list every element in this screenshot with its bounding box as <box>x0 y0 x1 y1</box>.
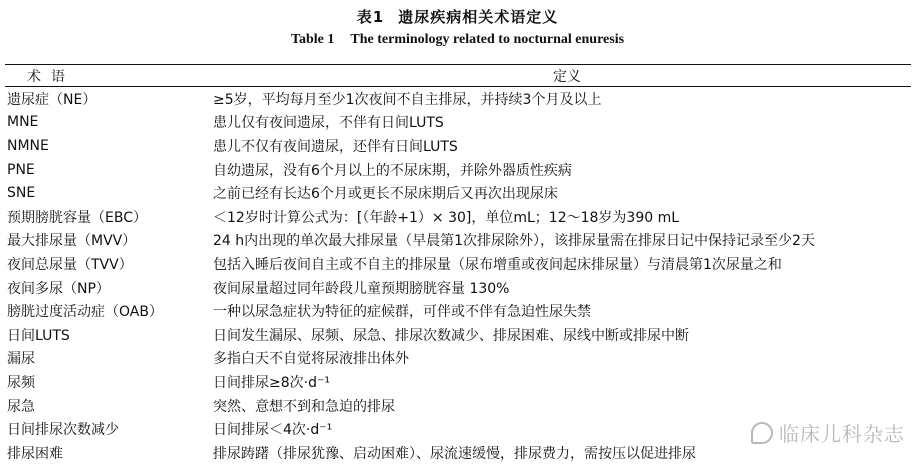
caption-english <box>0 32 915 48</box>
table-row <box>5 205 911 229</box>
definition-cell: 日间排尿≥8次·d⁻¹ <box>213 374 330 391</box>
definition-cell: 日间排尿＜4次·d⁻¹ <box>213 422 333 439</box>
table-row <box>5 370 911 394</box>
table-header-row <box>5 65 911 87</box>
caption-en-title: The terminology related to nocturnal enuresis <box>350 32 625 47</box>
table-row <box>5 276 911 300</box>
weibo-icon <box>751 422 773 444</box>
watermark-text: 临床儿科杂志 <box>779 422 905 446</box>
table-row <box>5 252 911 276</box>
definition-cell: ＜12岁时计算公式为：[（年龄+1）× 30]，单位mL；12～18岁为390 mL <box>213 209 680 226</box>
caption-cn-title: 遗尿疾病相关术语定义 <box>398 8 559 26</box>
table-row <box>5 158 911 182</box>
term-cell: 排尿困难 <box>7 445 63 462</box>
definition-cell: 自幼遗尿，没有6个月以上的不尿床期，并除外器质性疾病 <box>213 162 572 179</box>
definition-cell: 多指白天不自觉将尿液排出体外 <box>213 351 409 368</box>
table-row <box>5 323 911 347</box>
table-row <box>5 134 911 158</box>
term-cell: 膀胱过度活动症（OAB） <box>7 304 163 321</box>
definition-cell: 夜间尿量超过同年龄段儿童预期膀胱容量 130% <box>213 280 510 297</box>
definition-cell: 日间发生漏尿、尿频、尿急、排尿次数减少、排尿困难、尿线中断或排尿中断 <box>213 327 689 344</box>
watermark <box>751 418 905 447</box>
definition-cell: 24 h内出现的单次最大排尿量（早晨第1次排尿除外），该排尿量需在排尿日记中保持记录至少2天 <box>213 233 815 250</box>
term-cell: 尿频 <box>7 374 35 391</box>
definition-cell: ≥5岁，平均每月至少1次夜间不自主排尿，并持续3个月及以上 <box>213 91 602 108</box>
term-cell: NMNE <box>7 137 49 154</box>
term-cell: SNE <box>7 185 36 202</box>
table-row <box>5 394 911 418</box>
term-cell: 夜间多尿（NP） <box>7 280 110 297</box>
term-cell: 漏尿 <box>7 351 35 368</box>
table-row <box>5 299 911 323</box>
definition-cell: 突然、意想不到和急迫的排尿 <box>213 398 395 415</box>
table-row <box>5 181 911 205</box>
term-cell: MNE <box>7 114 39 131</box>
term-cell: 日间LUTS <box>7 327 70 344</box>
header-definition: 定义 <box>213 65 911 87</box>
definition-cell: 之前已经有长达6个月或更长不尿床期后又再次出现尿床 <box>213 186 558 203</box>
table-row <box>5 347 911 371</box>
definition-cell: 包括入睡后夜间自主或不自主的排尿量（尿布增重或夜间起床排尿量）与清晨第1次尿量之和 <box>213 256 782 273</box>
header-term: 术语 <box>5 65 213 87</box>
caption-en-number: Table 1 <box>290 32 335 47</box>
term-cell: 尿急 <box>7 398 35 415</box>
table-row <box>5 229 911 253</box>
term-cell: 预期膀胱容量（EBC） <box>7 209 147 226</box>
table-caption <box>0 6 915 48</box>
term-cell: 日间排尿次数减少 <box>7 422 119 439</box>
definition-cell: 患儿不仅有夜间遗尿，还伴有日间LUTS <box>213 138 458 155</box>
term-cell: PNE <box>7 161 35 178</box>
definition-cell: 一种以尿急症状为特征的症候群，可伴或不伴有急迫性尿失禁 <box>213 304 591 321</box>
caption-cn-number: 表1 <box>356 8 385 26</box>
term-cell: 遗尿症（NE） <box>7 91 97 108</box>
terminology-table <box>5 64 911 465</box>
definition-cell: 患儿仅有夜间遗尿，不伴有日间LUTS <box>213 115 444 132</box>
table-row <box>5 111 911 135</box>
caption-chinese <box>0 6 915 27</box>
term-cell: 最大排尿量（MVV） <box>7 233 137 250</box>
term-cell: 夜间总尿量（TVV） <box>7 256 133 273</box>
table-row <box>5 87 911 111</box>
definition-cell: 排尿踌躇（排尿犹豫、启动困难）、尿流速缓慢，排尿费力，需按压以促进排尿 <box>213 445 696 462</box>
